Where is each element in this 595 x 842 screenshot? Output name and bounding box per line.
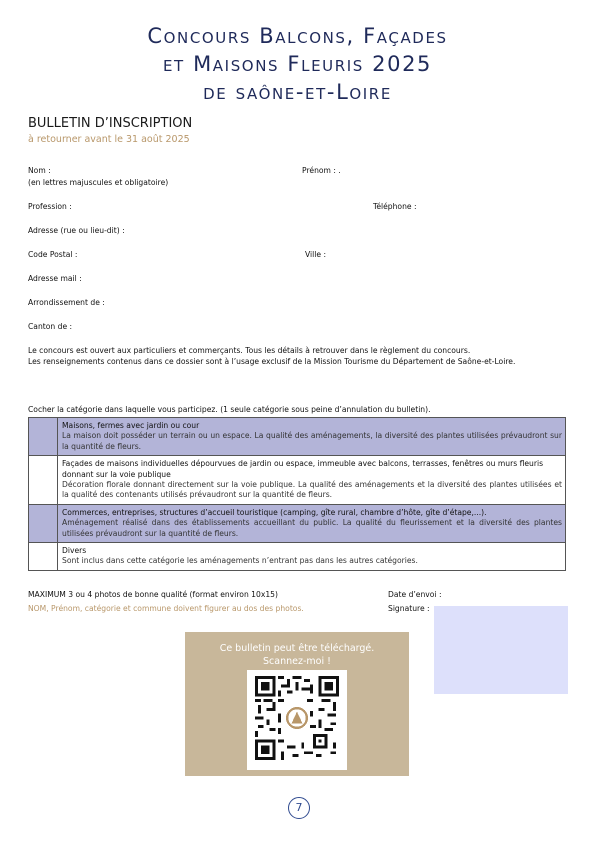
category-instruction: Cocher la catégorie dans laquelle vous participez. (1 seule catégorie sous peine d’annulation du bulletin). [28,405,431,414]
category-checkbox[interactable] [29,456,58,504]
category-description: Aménagement réalisé dans des établissements accueillant du public. La qualité du fleurissement et la diversité des plantes utilisées prévaudront sur la quantité de fleurs. [62,518,562,538]
date-envoi-field[interactable]: Date d’envoi : [388,590,442,599]
scan-prompt: Scannez-moi ! [263,656,331,667]
form-deadline: à retourner avant le 31 août 2025 [28,134,190,145]
page-title [0,22,595,106]
category-description: La maison doit posséder un terrain ou un espace. La qualité des aménagements, la diversité des plantes utilisées prévaudront sur la quantité de fleurs. [62,431,562,451]
signature-label: Signature : [388,604,430,613]
category-title: Façades de maisons individuelles dépourvues de jardin ou espace, immeuble avec balcons, terrasses, fenêtres ou murs fleuris donnant sur la voie publique [62,459,544,479]
title-line-2: et Maisons Fleuris 2025 [162,52,433,76]
download-panel [185,632,409,776]
photos-warning: NOM, Prénom, catégorie et commune doivent figurer au dos des photos. [28,604,304,613]
signature-box[interactable] [434,606,568,694]
category-checkbox[interactable] [29,543,58,570]
code-postal-field[interactable]: Code Postal : [28,250,78,259]
profession-field[interactable]: Profession : [28,202,72,211]
category-checkbox[interactable] [29,505,58,542]
email-field[interactable]: Adresse mail : [28,274,82,283]
photos-max-text: MAXIMUM 3 ou 4 photos de bonne qualité (format environ 10x15) [28,590,278,599]
notes-line-1: Le concours est ouvert aux particuliers et commerçants. Tous les détails à retrouver dans le règlement du concours. [28,346,471,355]
category-checkbox[interactable] [29,418,58,455]
category-title: Commerces, entreprises, structures d’accueil touristique (camping, gîte rural, chambre d’hôte, gîte d’étape,...). [62,507,487,517]
notes-line-2: Les renseignements contenus dans ce dossier sont à l’usage exclusif de la Mission Tourisme du Département de Saône-et-Loire. [28,357,516,366]
category-row [29,504,565,542]
prenom-field[interactable]: Prénom : . [302,166,341,175]
category-row [29,455,565,504]
category-title: Maisons, fermes avec jardin ou cour [62,421,200,430]
adresse-field[interactable]: Adresse (rue ou lieu-dit) : [28,226,125,235]
category-table [28,417,566,571]
ville-field[interactable]: Ville : [305,250,327,259]
nom-field[interactable]: Nom : [28,166,51,175]
nom-field-note: (en lettres majuscules et obligatoire) [28,178,169,187]
telephone-field[interactable]: Téléphone : [373,202,417,211]
download-text: Ce bulletin peut être téléchargé. [219,643,375,654]
arrondissement-field[interactable]: Arrondissement de : [28,298,105,307]
category-description: Sont inclus dans cette catégorie les aménagements n’entrant pas dans les autres catégories. [62,556,418,566]
qr-code-icon [255,676,339,760]
qr-code[interactable] [247,670,347,770]
category-title: Divers [62,546,87,556]
category-row [29,542,565,570]
title-line-1: Concours Balcons, Façades [147,24,448,48]
category-row [29,418,565,455]
contest-notes [28,345,515,367]
category-description: Décoration florale donnant directement sur la voie publique. La qualité des aménagements et la diversité des plantes utilisées et la qualité des contenants utilisés prévaudront sur la quantité de fleurs. [62,480,562,500]
canton-field[interactable]: Canton de : [28,322,73,331]
page-number: 7 [288,797,310,819]
form-heading: BULLETIN D’INSCRIPTION [28,116,193,131]
title-line-3: de saône-et-Loire [203,80,392,104]
